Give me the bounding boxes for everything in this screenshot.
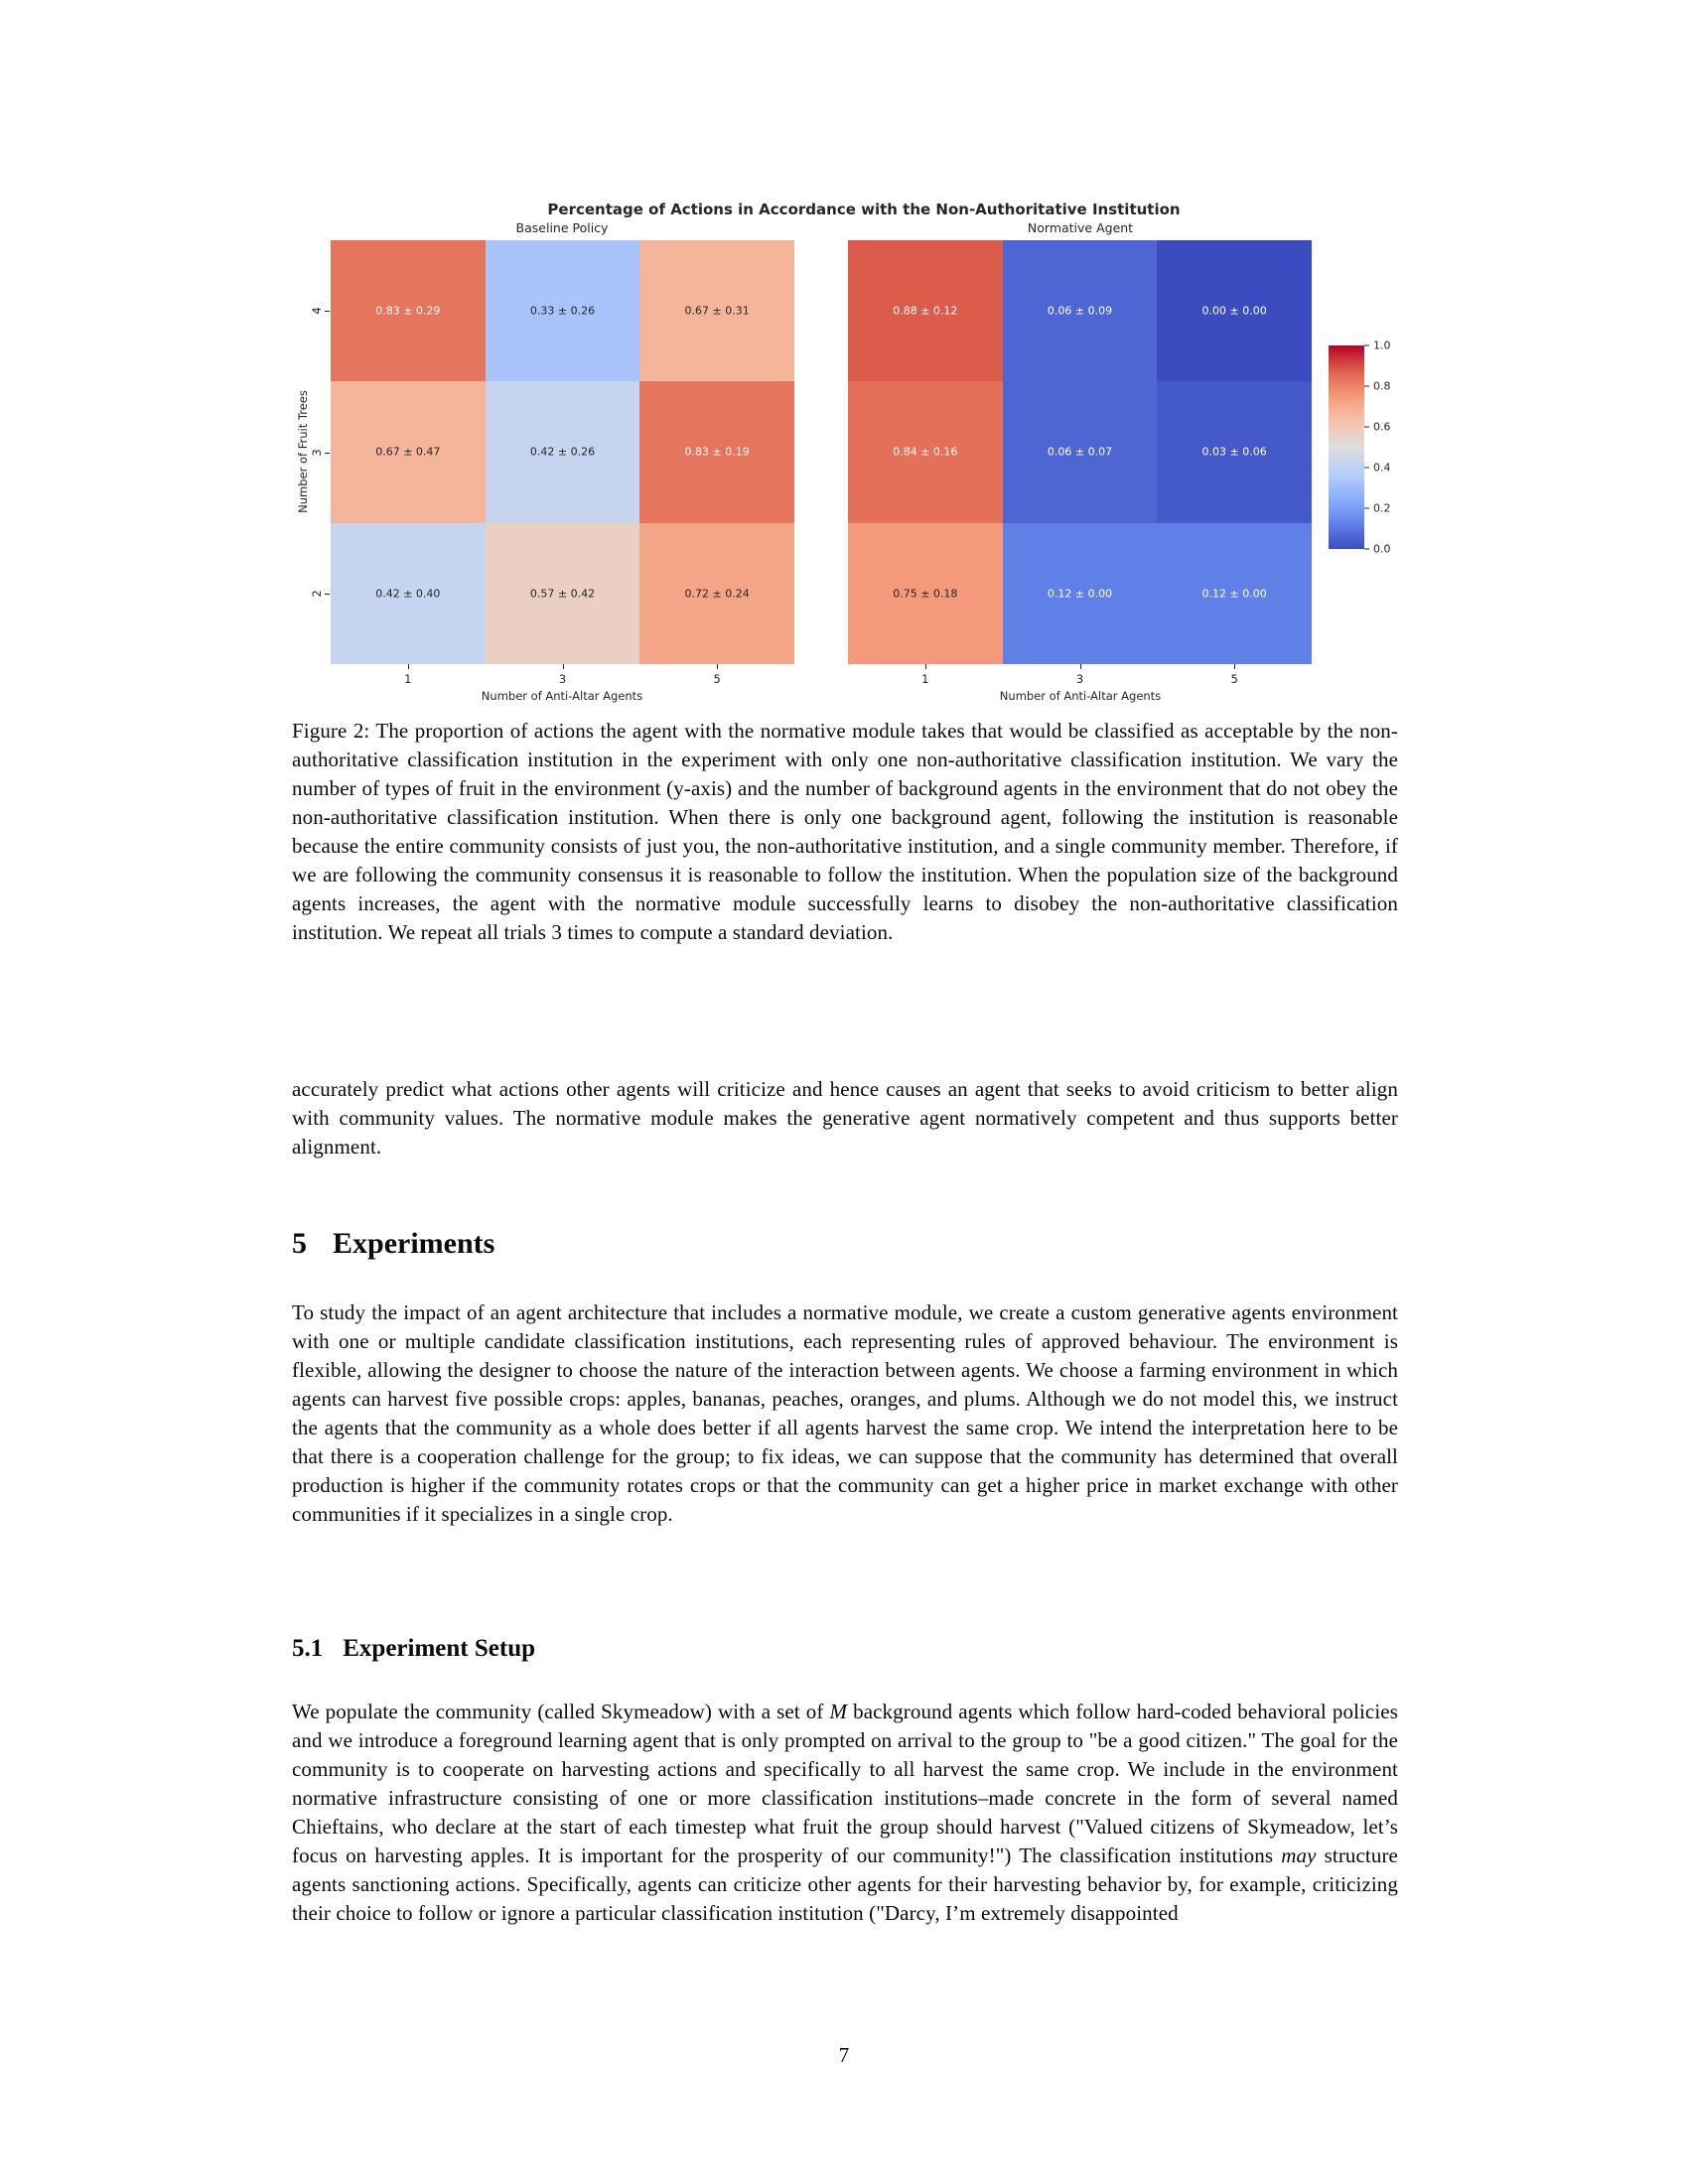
heatmap-cell [1157,523,1312,664]
x-tick-label: 3 [1075,672,1084,686]
paragraph-experiment-setup [292,1698,1398,1928]
x-axis-label-right: Number of Anti-Altar Agents [999,689,1162,703]
heatmap-cell-value: 0.67 ± 0.47 [375,445,441,459]
heatmap-cell-value: 0.88 ± 0.12 [893,304,958,318]
text-run: We populate the community (called Skymeadow) with a set of [292,1700,830,1723]
y-tick-mark [325,594,330,595]
heatmap-baseline-policy [331,240,794,664]
x-tick-label: 5 [713,672,721,686]
y-tick-mark [325,311,330,312]
heatmap-cell-value: 0.83 ± 0.19 [684,445,750,459]
y-axis-label: Number of Fruit Trees [296,390,310,513]
colorbar-tick-label: 0.6 [1373,420,1391,434]
figure-2-caption: Figure 2: The proportion of actions the agent with the normative module takes that would be classified as acceptable by the non-authoritative classification institution in the experiment with only one non-authoritative classification institution. We vary the number of types of fruit in the environment (y-axis) and the number of background agents in the environment that do not obey the non-authoritative classification institution. When there is only one background agent, following the institution is reasonable because the entire community consists of just you, the non-authoritative institution, and a single community member. Therefore, if we are following the community consensus it is reasonable to follow the institution. When the population size of the background agents increases, the agent with the normative module successfully learns to disobey the non-authoritative classification institution. We repeat all trials 3 times to compute a standard deviation. [292,719,1398,944]
colorbar-tick-mark [1364,468,1369,469]
heatmap-cell-value: 0.84 ± 0.16 [893,445,958,459]
figure-2-chart [0,0,1688,715]
section-heading-experiments [292,1227,1398,1261]
heatmap-cell-value: 0.33 ± 0.26 [529,304,596,318]
x-tick-mark [925,664,926,669]
y-tick-label: 4 [310,307,324,315]
colorbar-tick-mark [1364,386,1369,387]
x-tick-mark [408,664,409,669]
heatmap-cell-value: 0.72 ± 0.24 [684,587,750,601]
italic-text: M [829,1700,848,1723]
heatmap-cell-value: 0.12 ± 0.00 [1201,587,1267,601]
heatmap-cell [486,240,640,381]
colorbar-tick-label: 0.8 [1373,379,1391,393]
subsection-title: Experiment Setup [343,1635,535,1662]
heatmap-cell-value: 0.06 ± 0.07 [1047,445,1113,459]
chart-title: Percentage of Actions in Accordance with the Non-Authoritative Institution [547,201,1181,218]
heatmap-cell-value: 0.42 ± 0.26 [529,445,596,459]
x-tick-mark [717,664,718,669]
section-number: 5 [292,1227,307,1260]
paragraph-alignment: accurately predict what actions other agents will criticize and hence causes an agent that seeks to avoid criticism to better align with community values. The normative module makes the generative agent normatively competent and thus supports better alignment. [292,1077,1398,1159]
x-tick-label: 1 [921,672,929,686]
heatmap-cell [848,523,1003,664]
colorbar-tick-label: 0.2 [1373,501,1391,515]
colorbar [1329,345,1364,549]
x-tick-mark [1234,664,1235,669]
x-tick-mark [1080,664,1081,669]
x-tick-label: 5 [1230,672,1238,686]
heatmap-cell [848,240,1003,381]
heatmap-normative-agent [848,240,1312,664]
colorbar-tick-label: 0.4 [1373,461,1391,475]
x-tick-label: 1 [404,672,412,686]
heatmap-cell [639,523,794,664]
panel-title-normative: Normative Agent [1027,220,1134,235]
colorbar-tick-mark [1364,508,1369,509]
section-title: Experiments [333,1227,495,1260]
page-number: 7 [838,2043,850,2067]
heatmap-cell [1003,381,1158,522]
heatmap-cell-value: 0.83 ± 0.29 [375,304,441,318]
heatmap-cell-value: 0.06 ± 0.09 [1047,304,1113,318]
heatmap-cell-value: 0.12 ± 0.00 [1047,587,1113,601]
colorbar-tick-label: 1.0 [1373,339,1391,352]
x-tick-mark [563,664,564,669]
heatmap-cell-value: 0.75 ± 0.18 [893,587,958,601]
heatmap-cell [331,523,486,664]
x-tick-label: 3 [558,672,567,686]
subsection-number: 5.1 [292,1635,324,1662]
y-tick-label: 2 [310,590,324,598]
heatmap-cell [639,381,794,522]
heatmap-cell [331,240,486,381]
colorbar-tick-mark [1364,427,1369,428]
subsection-heading-experiment-setup [292,1634,1398,1663]
paragraph-experiments: To study the impact of an agent architecture that includes a normative module, we create a custom generative agents environment with one or multiple candidate classification institutions, each representing rules of approved behaviour. The environment is flexible, allowing the designer to choose the nature of the interaction between agents. We choose a farming environment in which agents can harvest five possible crops: apples, bananas, peaches, oranges, and plums. Although we do not model this, we instruct the agents that the community as a whole does better if all agents harvest the same crop. We intend the interpretation here to be that there is a cooperation challenge for the group; to fix ideas, we can suppose that the community has determined that overall production is higher if the community rotates crops or that the community can get a higher price in market exchange with other communities if it specializes in a single crop. [292,1300,1398,1526]
text-run: structure agents sanctioning actions. Specifically, agents can criticize other agents for their harvesting behavior by, for example, criticizing their choice to follow or ignore a particular classification institution ("Darcy, I’m extremely disappointed [292,1843,1398,1925]
heatmap-cell-value: 0.42 ± 0.40 [375,587,441,601]
heatmap-cell [486,523,640,664]
heatmap-cell-value: 0.00 ± 0.00 [1201,304,1267,318]
colorbar-tick-label: 0.0 [1373,542,1391,556]
italic-text: may [1281,1843,1317,1867]
heatmap-cell [1003,523,1158,664]
y-tick-mark [325,453,330,454]
heatmap-cell [639,240,794,381]
x-axis-label-left: Number of Anti-Altar Agents [481,689,643,703]
colorbar-tick-mark [1364,549,1369,550]
y-tick-label: 3 [310,448,324,457]
heatmap-cell [848,381,1003,522]
text-run: background agents which follow hard-coded behavioral policies and we introduce a foreground learning agent that is only prompted on arrival to the group to "be a good citizen." The goal for the community is to cooperate on harvesting actions and specifically to all harvest the same crop. We include in the environment normative infrastructure consisting of one or more classification institutions–made concrete in the form of several named Chieftains, who declare at the start of each timestep what fruit the group should harvest ("Valued citizens of Skymeadow, let’s focus on harvesting apples. It is important for the prosperity of our community!") The classification institutions [292,1700,1398,1867]
heatmap-cell [1157,381,1312,522]
heatmap-cell [331,381,486,522]
colorbar-tick-mark [1364,345,1369,346]
heatmap-cell-value: 0.57 ± 0.42 [529,587,596,601]
heatmap-cell-value: 0.67 ± 0.31 [684,304,750,318]
heatmap-cell [486,381,640,522]
heatmap-cell [1157,240,1312,381]
panel-title-baseline: Baseline Policy [515,220,609,235]
heatmap-cell [1003,240,1158,381]
heatmap-cell-value: 0.03 ± 0.06 [1201,445,1267,459]
